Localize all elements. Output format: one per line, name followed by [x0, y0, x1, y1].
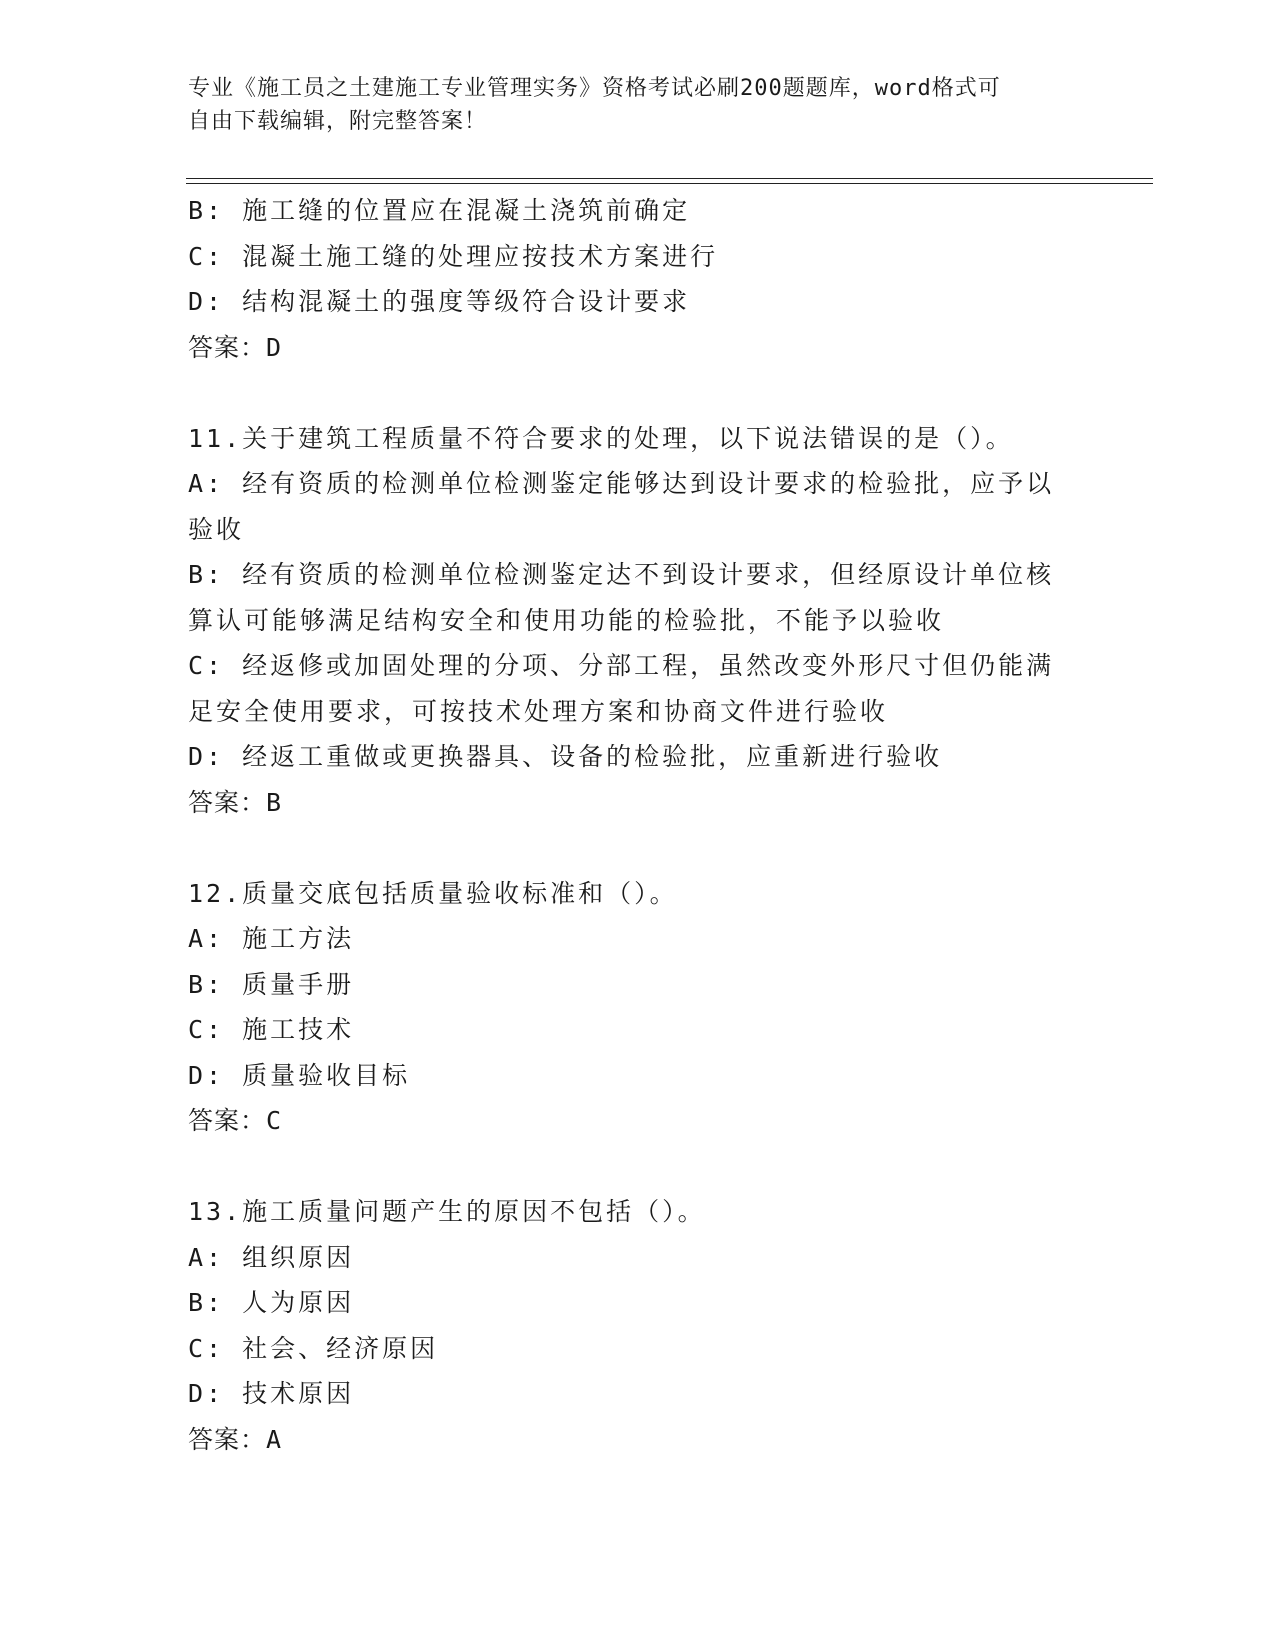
- question-block-11: [188, 416, 1088, 826]
- spacer: [188, 825, 1088, 871]
- option-line: B: 经有资质的检测单位检测鉴定达不到设计要求，但经原设计单位核: [188, 560, 1055, 589]
- answer-line: [188, 1098, 1088, 1144]
- question-stem: [188, 416, 1088, 462]
- answer-line: [188, 1417, 1088, 1463]
- answer-label: 答案：: [188, 787, 267, 817]
- answer-line: [188, 780, 1088, 826]
- answer-line: [188, 325, 1088, 371]
- answer-label: 答案：: [188, 332, 267, 362]
- option-line: B: 施工缝的位置应在混凝土浇筑前确定: [188, 196, 691, 225]
- answer-value: A: [266, 1424, 283, 1454]
- question-text: 施工质量问题产生的原因不包括（）。: [242, 1197, 706, 1226]
- answer-value: C: [266, 1106, 283, 1135]
- option-line: A: 施工方法: [188, 924, 355, 953]
- option-line: 验收: [188, 514, 245, 544]
- header-divider-bottom: [186, 183, 1153, 184]
- question-number: 12.: [188, 878, 243, 908]
- answer-label: 答案：: [188, 1106, 267, 1135]
- option-line: C: 施工技术: [188, 1015, 355, 1044]
- option-line: B: 人为原因: [188, 1288, 355, 1317]
- header-line-1: 专业《施工员之土建施工专业管理实务》资格考试必刷200题题库，word格式可: [188, 76, 1001, 101]
- option-line: 算认可能够满足结构安全和使用功能的检验批，不能予以验收: [188, 605, 945, 635]
- question-block-13: [188, 1189, 1088, 1462]
- question-stem: [188, 871, 1088, 917]
- answer-value: D: [266, 332, 283, 362]
- option-line: 足安全使用要求，可按技术处理方案和协商文件进行验收: [188, 696, 889, 726]
- header-divider-top: [186, 178, 1153, 179]
- question-text: 质量交底包括质量验收标准和（）。: [242, 878, 678, 908]
- document-body: [188, 188, 1088, 1462]
- option-line: A: 组织原因: [188, 1242, 355, 1272]
- option-line: C: 混凝土施工缝的处理应按技术方案进行: [188, 241, 719, 271]
- question-stem: [188, 1189, 1088, 1235]
- spacer: [188, 370, 1088, 416]
- spacer: [188, 1144, 1088, 1190]
- option-line: D: 经返工重做或更换器具、设备的检验批，应重新进行验收: [188, 742, 943, 771]
- option-line: D: 结构混凝土的强度等级符合设计要求: [188, 287, 691, 316]
- option-line: A: 经有资质的检测单位检测鉴定能够达到设计要求的检验批，应予以: [188, 469, 1055, 498]
- header-line-2: 自由下载编辑，附完整答案！: [188, 109, 488, 134]
- question-text: 关于建筑工程质量不符合要求的处理，以下说法错误的是（）。: [242, 423, 1014, 453]
- document-header: [188, 72, 1068, 138]
- question-number: 13.: [188, 1197, 243, 1226]
- option-line: D: 质量验收目标: [188, 1060, 411, 1090]
- option-line: C: 经返修或加固处理的分项、分部工程，虽然改变外形尺寸但仍能满: [188, 651, 1055, 680]
- answer-value: B: [266, 787, 283, 817]
- option-line: B: 质量手册: [188, 969, 355, 999]
- question-block-continued: [188, 188, 1088, 370]
- question-number: 11.: [188, 423, 243, 453]
- question-block-12: [188, 871, 1088, 1144]
- option-line: C: 社会、经济原因: [188, 1333, 439, 1363]
- answer-label: 答案：: [188, 1424, 267, 1454]
- option-line: D: 技术原因: [188, 1379, 355, 1408]
